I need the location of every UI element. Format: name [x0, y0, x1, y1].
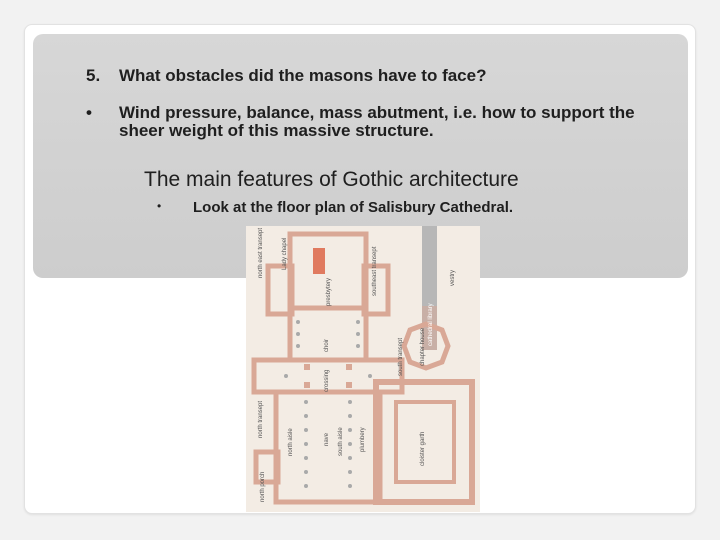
label-nave: nave [324, 432, 330, 446]
label-north-porch: north porch [260, 471, 266, 502]
label-vestry: vestry [450, 269, 456, 286]
label-south-aisle: south aisle [338, 427, 344, 456]
sub-bullet-line [157, 199, 513, 216]
floor-plan-drawing [246, 226, 480, 512]
label-chapter-house: chapter house [420, 327, 426, 366]
label-library: cathedral library [428, 303, 434, 346]
question-line [86, 66, 486, 86]
label-presbytery: presbytery [326, 277, 332, 306]
label-southeast-transept: southeast transept [372, 246, 378, 296]
label-crossing: crossing [324, 369, 330, 392]
salisbury-floor-plan [246, 226, 480, 512]
label-plumbery: plumbery [360, 427, 366, 452]
label-north-east-transept: north east transept [258, 227, 264, 278]
sub-bullet-marker: • [157, 199, 162, 213]
answer-text: Wind pressure, balance, mass abutment, i.e. how to support the sheer weight of this massive structure. [119, 103, 635, 140]
sub-bullet-text: Look at the floor plan of Salisbury Cathedral. [193, 199, 514, 216]
slide-subtitle: The main features of Gothic architecture [144, 168, 519, 191]
answer-line [86, 104, 639, 140]
label-north-transept: north transept [258, 400, 264, 438]
label-cloister-garth: cloister garth [420, 431, 426, 466]
answer-bullet: • [86, 103, 92, 122]
question-text: What obstacles did the masons have to face? [119, 66, 487, 85]
label-south-transept: south transept [398, 337, 404, 376]
label-choir: choir [324, 338, 330, 352]
plan-highlight-altar [313, 248, 325, 274]
question-number: 5. [86, 66, 101, 85]
label-north-aisle: north aisle [288, 428, 294, 456]
label-lady-chapel: Lady chapel [282, 237, 288, 270]
